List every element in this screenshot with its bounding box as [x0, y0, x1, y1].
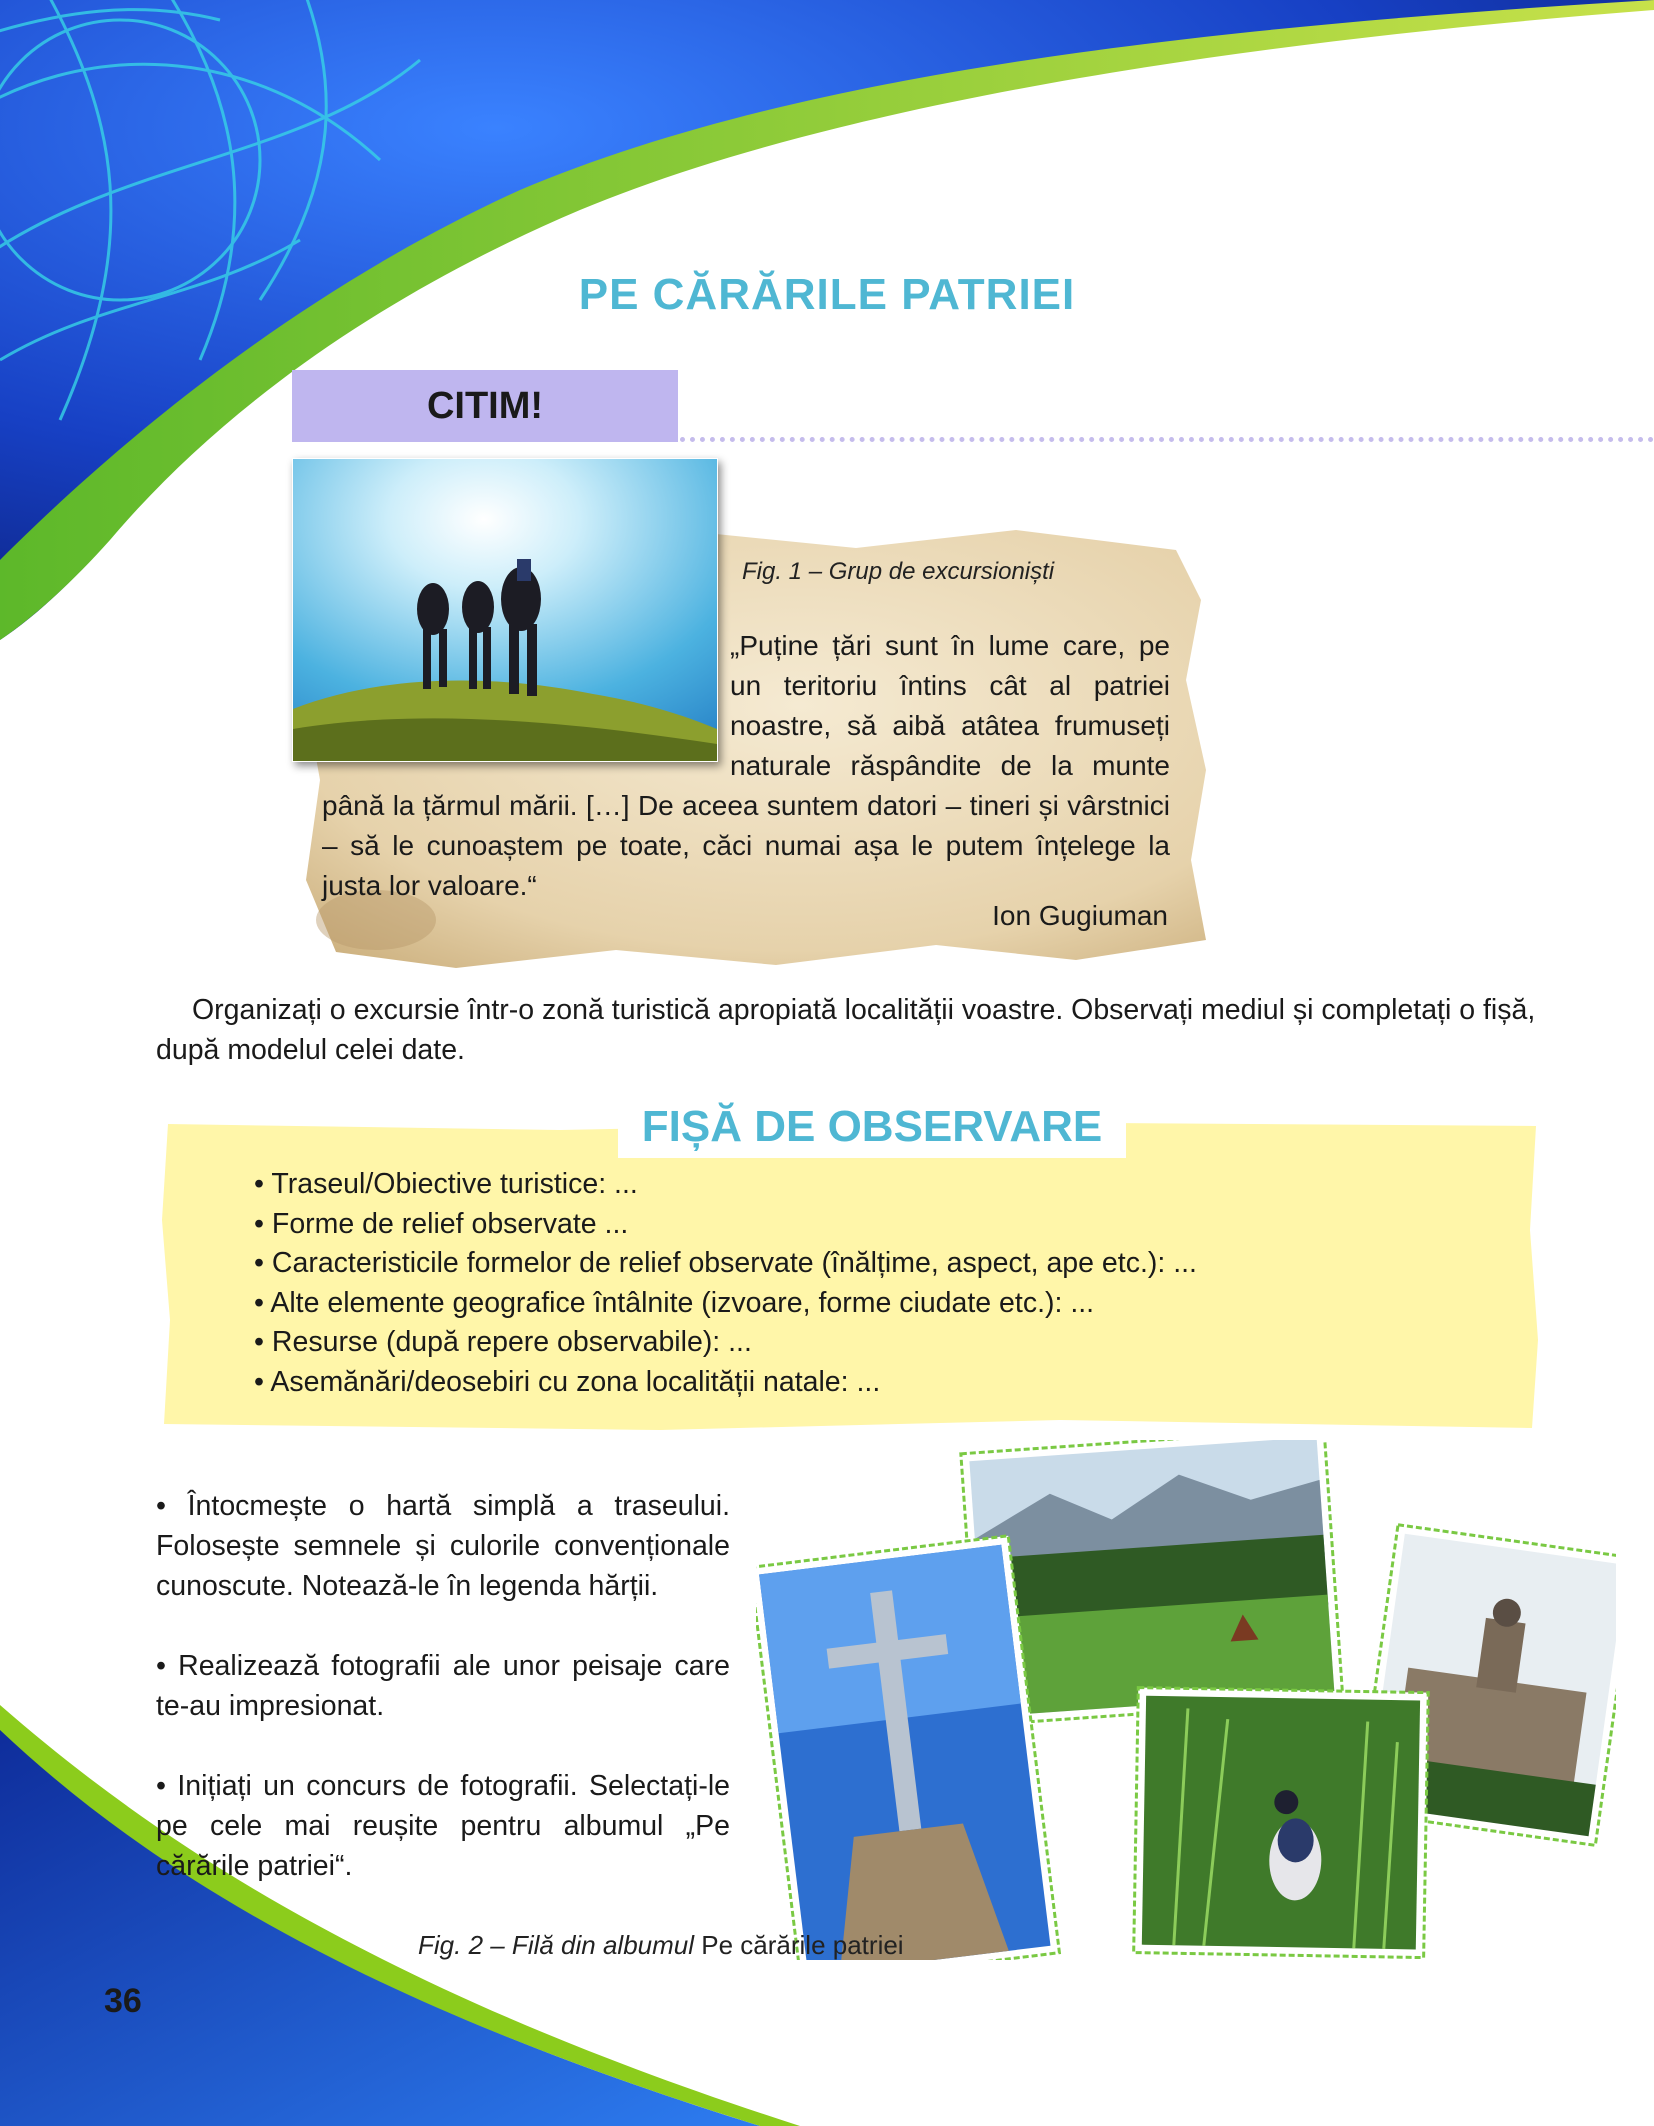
task-item: • Inițiați un concurs de fotografii. Selectați-le pe cele mai reușite pentru albumul „Pe cărările patriei“.: [156, 1770, 730, 1882]
list-item: • Alte elemente geografice întâlnite (izvoare, forme ciudate etc.): ...: [254, 1284, 1197, 1324]
heron-photo: [1134, 1688, 1429, 1958]
quote-text: „Puține țări sunt în lume care, pe un teritoriu întins cât al patriei noastre, să aibă atâtea frumuseți naturale răspândite de la munte până la țărmul mării. […] De aceea suntem datori – tineri și vârstnici – să le cunoaștem pe toate, căci numai așa le putem înțelege la justa lor valoare.“: [322, 630, 1170, 901]
dotted-divider: [680, 437, 1654, 442]
instruction-paragraph: Organizați o excursie într-o zonă turistică apropiată localității voastre. Observați mediul și completați o fișă, după modelul celei date.: [156, 994, 1536, 1066]
page-number: 36: [104, 1982, 142, 2020]
list-item: • Resurse (după repere observabile): ...: [254, 1323, 1197, 1363]
page-title: PE CĂRĂRILE PATRIEI: [578, 270, 1076, 319]
quote-author: Ion Gugiuman: [992, 900, 1168, 931]
section-label-citim: CITIM!: [292, 370, 678, 442]
observation-sheet-title: FIȘĂ DE OBSERVARE: [618, 1096, 1126, 1158]
task-item: • Realizează fotografii ale unor peisaje care te-au impresionat.: [156, 1650, 730, 1722]
figure2-caption-title: Pe cărările patriei: [701, 1930, 904, 1960]
task-item: • Întocmește o hartă simplă a traseului. Folosește semnele și culorile convenționale cunoscute. Notează-le în legenda hărții.: [156, 1490, 730, 1602]
cross-monument-photo: [756, 1536, 1059, 1960]
figure2-caption-italic: Fig. 2 – Filă din albumul: [418, 1930, 695, 1960]
list-item: • Caracteristicile formelor de relief observate (înălțime, aspect, ape etc.): ...: [254, 1244, 1197, 1284]
quote-block: [322, 626, 1170, 906]
list-item: • Traseul/Obiective turistice: ...: [254, 1165, 1197, 1205]
tasks-text: [156, 1486, 730, 1926]
list-item: • Asemănări/deosebiri cu zona localității natale: ...: [254, 1363, 1197, 1403]
photo-collage: [756, 1440, 1616, 1960]
figure1-caption: Fig. 1 – Grup de excursioniști: [742, 558, 1055, 585]
observation-list: [254, 1165, 1197, 1402]
list-item: • Forme de relief observate ...: [254, 1205, 1197, 1245]
figure2-caption: [418, 1930, 904, 1961]
